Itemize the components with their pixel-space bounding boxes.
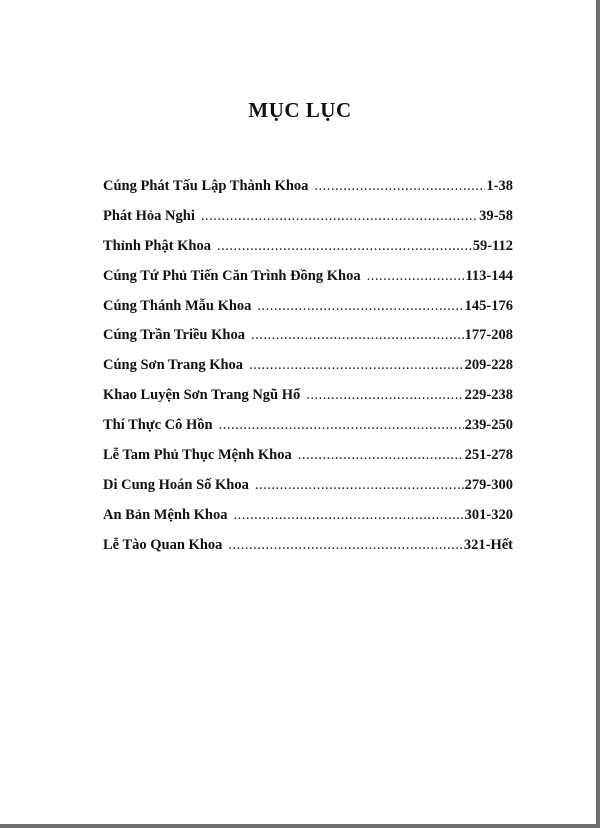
toc-entry-label: Phát Hỏa Nghi xyxy=(103,207,195,224)
toc-entry xyxy=(103,537,513,567)
page-title: MỤC LỤC xyxy=(248,98,352,122)
toc-entry-pages: 321-Hết xyxy=(463,536,513,553)
toc-entry-label: An Bản Mệnh Khoa xyxy=(103,506,228,523)
toc-entry-label: Khao Luyện Sơn Trang Ngũ Hổ xyxy=(103,387,301,404)
toc-entry-pages: 113-144 xyxy=(465,267,513,284)
toc-entry-pages: 229-238 xyxy=(464,387,513,404)
toc-entry-label: Cúng Tứ Phủ Tiến Căn Trình Đồng Khoa xyxy=(103,267,361,284)
toc-entry xyxy=(103,357,513,387)
toc-entry xyxy=(103,387,513,417)
toc-dot-leader xyxy=(228,538,462,553)
toc-entry xyxy=(103,298,513,328)
toc-dot-leader xyxy=(251,328,464,343)
toc-entry-pages: 239-250 xyxy=(464,417,513,434)
toc-dot-leader xyxy=(234,508,464,523)
toc-entry-pages: 39-58 xyxy=(479,207,513,224)
toc-entry-label: Cúng Thánh Mẫu Khoa xyxy=(103,297,252,314)
toc-dot-leader xyxy=(306,388,463,403)
toc-dot-leader xyxy=(367,269,465,284)
toc-entry-label: Cúng Phát Tấu Lập Thành Khoa xyxy=(103,178,309,194)
toc-dot-leader xyxy=(219,418,464,433)
toc-entry-label: Thỉnh Phật Khoa xyxy=(103,237,211,254)
toc-entry-label: Lễ Tam Phủ Thục Mệnh Khoa xyxy=(103,447,292,464)
toc-entry-label: Cúng Sơn Trang Khoa xyxy=(103,357,244,374)
toc-entry xyxy=(103,447,513,477)
toc-entry xyxy=(103,417,513,447)
toc-entry-pages: 209-228 xyxy=(464,357,513,374)
toc-entry-pages: 177-208 xyxy=(464,327,513,344)
toc-entry xyxy=(103,507,513,537)
toc-entry-label: Lễ Tào Quan Khoa xyxy=(103,536,223,553)
toc-entry-label: Thí Thực Cô Hồn xyxy=(103,417,213,434)
toc-entry-pages: 1-38 xyxy=(486,178,513,194)
toc-entry xyxy=(103,477,513,507)
toc-entry-pages: 59-112 xyxy=(472,237,513,254)
toc-entry xyxy=(103,208,513,238)
toc-entry-pages: 279-300 xyxy=(464,476,513,493)
toc-dot-leader xyxy=(201,209,478,224)
toc-dot-leader xyxy=(314,179,485,194)
table-of-contents xyxy=(103,178,513,567)
toc-entry xyxy=(103,268,513,298)
toc-entry xyxy=(103,178,513,208)
toc-entry-pages: 301-320 xyxy=(464,506,513,523)
toc-entry-label: Cúng Trần Triều Khoa xyxy=(103,327,245,344)
toc-dot-leader xyxy=(298,448,464,463)
toc-dot-leader xyxy=(255,478,464,493)
toc-entry-label: Di Cung Hoán Số Khoa xyxy=(103,476,249,493)
toc-entry-pages: 145-176 xyxy=(464,297,513,314)
toc-entry xyxy=(103,238,513,268)
toc-dot-leader xyxy=(257,299,463,314)
toc-dot-leader xyxy=(249,358,464,373)
toc-entry-pages: 251-278 xyxy=(464,447,513,464)
toc-dot-leader xyxy=(217,239,472,254)
toc-entry xyxy=(103,327,513,357)
